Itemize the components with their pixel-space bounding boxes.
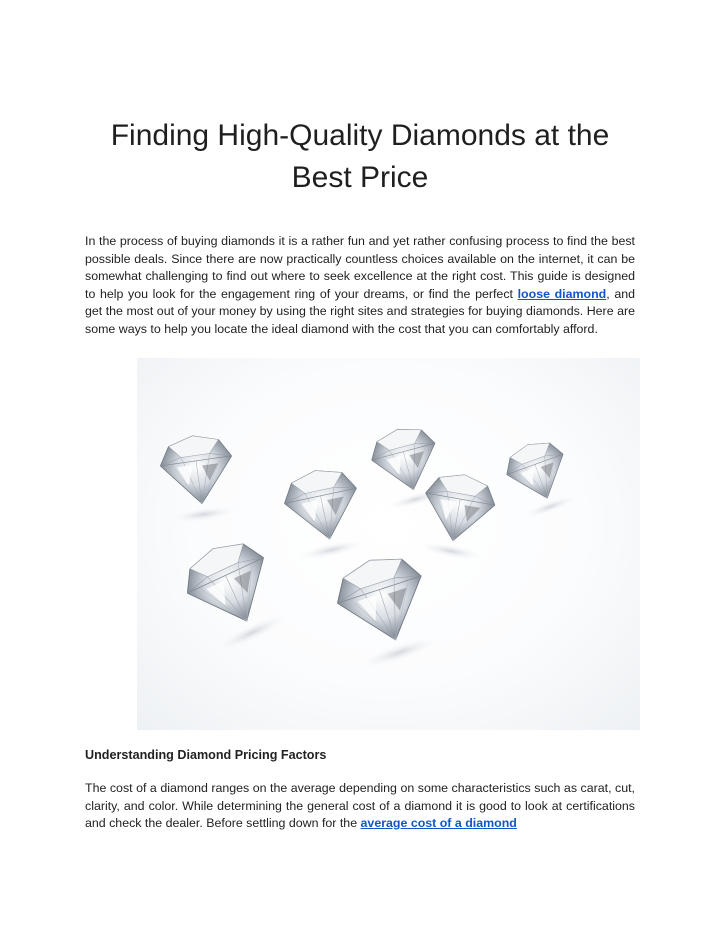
diamonds-photo	[137, 358, 640, 730]
diamond-5	[500, 434, 581, 522]
pricing-text-before-link: The cost of a diamond ranges on the average depending on some characteristics such as carat, cut, clarity, and color. While determining the general cost of a diamond it is good to look at certifications and check the dealer. Before settling down for the	[85, 781, 635, 831]
diamond-1	[157, 431, 240, 527]
section-heading: Understanding Diamond Pricing Factors	[85, 748, 327, 762]
diamond-2	[279, 463, 369, 565]
pricing-paragraph	[85, 780, 635, 833]
diamond-4	[415, 469, 499, 564]
diamond-6	[175, 531, 294, 658]
title-line-1: Finding High-Quality Diamonds at the	[110, 119, 610, 152]
diamonds-illustration	[137, 358, 640, 730]
average-cost-link[interactable]: average cost of a diamond	[360, 816, 517, 831]
intro-paragraph	[85, 233, 635, 339]
title-line-2: Best Price	[291, 161, 429, 194]
page-title	[60, 115, 660, 199]
intro-text-after-link: , and get the most out of your money by using the right sites and strategies for buying diamonds. Here are some ways to help you locate the ideal diamond with the cost that you can comfortably afford.	[85, 286, 636, 336]
diamond-7	[328, 547, 444, 675]
intro-text-before-link: In the process of buying diamonds it is a rather fun and yet rather confusing process to find the best possible deals. Since there are now practically countless choices available on the internet, it can be somewhat challenging to find out where to seek excellence at the right cost. This guide is designed to help you look for the engagement ring of your dreams, or find the perfect	[85, 234, 635, 301]
loose-diamond-link[interactable]: loose diamond	[517, 286, 607, 301]
